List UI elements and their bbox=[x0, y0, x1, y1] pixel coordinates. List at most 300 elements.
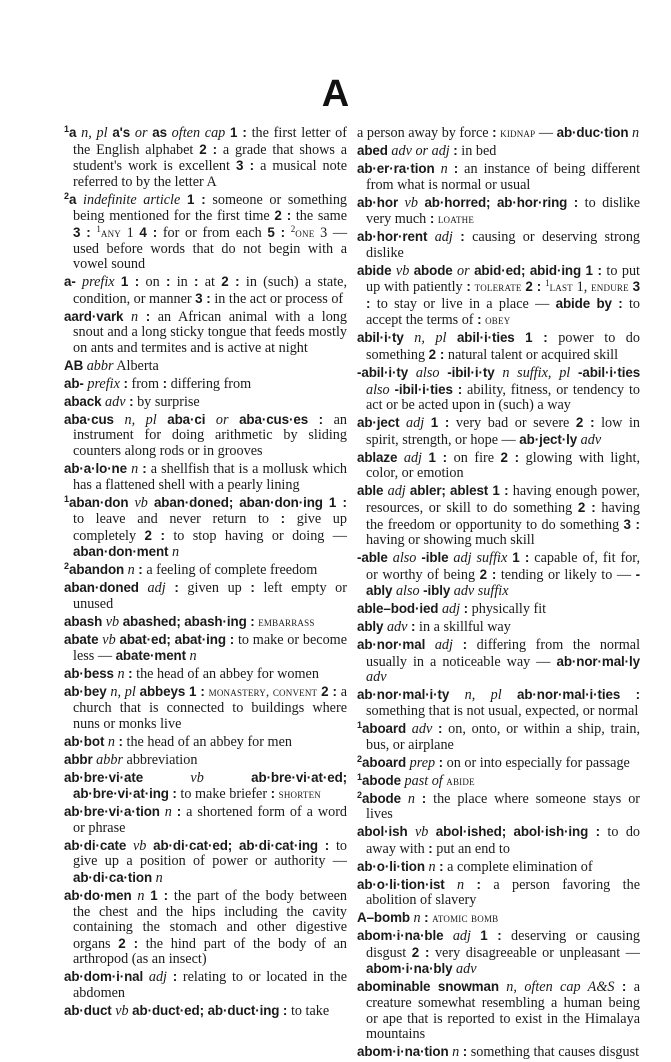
part-of-speech-label: n, often cap A&S bbox=[506, 979, 615, 996]
definition-text: in bed bbox=[457, 142, 497, 159]
headword: ab·nor·mal·ly bbox=[556, 653, 640, 669]
definition-text bbox=[425, 637, 435, 653]
dictionary-entry bbox=[357, 195, 640, 228]
headword: abode bbox=[362, 790, 401, 806]
headword: ab·nor·mal·i·ty bbox=[357, 687, 450, 703]
part-of-speech-label: adv suffix bbox=[453, 583, 509, 600]
part-of-speech-label: vb bbox=[132, 837, 147, 854]
part-of-speech-label: adv bbox=[366, 669, 387, 686]
definition-text: very disagreeable or unpleasant — bbox=[429, 944, 640, 961]
definition-text bbox=[428, 824, 435, 840]
definition-text: having or showing much skill bbox=[366, 532, 535, 549]
dictionary-entry bbox=[357, 877, 640, 909]
headword: abbr bbox=[64, 751, 93, 767]
dictionary-entry bbox=[357, 125, 640, 142]
sense-number: : bbox=[453, 160, 459, 176]
definition-text: to dislike very much bbox=[366, 194, 641, 228]
dictionary-entry bbox=[64, 838, 347, 887]
sense-number: 1 : bbox=[430, 415, 450, 431]
sense-number: : bbox=[324, 837, 330, 853]
sense-number: 2 : bbox=[525, 279, 542, 295]
part-of-speech-label: n, pl bbox=[464, 687, 502, 704]
dictionary-entry bbox=[357, 263, 640, 329]
sense-number: : bbox=[165, 274, 171, 290]
dictionary-entry bbox=[357, 928, 640, 978]
dictionary-entry bbox=[357, 824, 640, 857]
headword: aba·ci bbox=[167, 411, 206, 427]
sense-number: : bbox=[176, 804, 182, 820]
headword: abide by bbox=[555, 295, 612, 311]
definition-text: causing or deserving strong dislike bbox=[366, 229, 641, 261]
headword: as bbox=[152, 125, 167, 140]
part-of-speech-label: adv bbox=[411, 721, 433, 738]
cross-reference: loathe bbox=[437, 212, 475, 227]
headword: aboard bbox=[362, 754, 407, 770]
definition-text bbox=[138, 309, 146, 325]
definition-text: to leave and never return to bbox=[73, 511, 281, 528]
sense-number: : bbox=[421, 790, 427, 806]
definition-text bbox=[464, 877, 476, 893]
cross-reference: obey bbox=[485, 313, 511, 328]
homograph-number: 2 bbox=[357, 789, 363, 800]
definition-text: to make briefer bbox=[176, 786, 271, 803]
headword: abed bbox=[357, 142, 388, 158]
sense-number: : bbox=[194, 274, 199, 290]
headword: ab·do·men bbox=[64, 887, 132, 903]
sense-number: : bbox=[172, 786, 177, 802]
headword: -abil·i·ties bbox=[578, 365, 641, 381]
part-of-speech-label: vb bbox=[134, 494, 148, 511]
part-of-speech-label: n bbox=[127, 562, 135, 579]
part-of-speech-label: adj bbox=[434, 229, 453, 246]
definition-text bbox=[515, 330, 526, 346]
definition-text: physically fit bbox=[468, 601, 547, 618]
sense-number: : bbox=[128, 666, 133, 682]
part-of-speech-label: adj bbox=[387, 483, 406, 500]
part-of-speech-label: n bbox=[631, 125, 640, 141]
definition-text: on, onto, or within a ship, train, bus, or airplane bbox=[366, 721, 641, 753]
definition-text: in a skillful way bbox=[415, 619, 511, 636]
dictionary-entry bbox=[64, 376, 347, 393]
headword: abode bbox=[413, 262, 453, 278]
headword: -ibil·i·ties bbox=[394, 381, 453, 397]
part-of-speech-label: adv or adj bbox=[391, 142, 450, 159]
dictionary-entry bbox=[357, 910, 640, 927]
definition-text bbox=[114, 412, 125, 428]
headword: ab·o·li·tion·ist bbox=[357, 876, 445, 892]
cross-reference: atomic bomb bbox=[432, 911, 499, 926]
definition-text: having the freedom or opportunity to do something bbox=[366, 499, 640, 533]
headword: aban·don bbox=[69, 494, 129, 510]
homograph-number: 1 bbox=[64, 124, 70, 134]
sense-number: 1 : bbox=[328, 494, 348, 510]
part-of-speech-label: n bbox=[413, 910, 421, 927]
headword: ab·ject·ly bbox=[519, 431, 578, 447]
sense-number: : bbox=[172, 969, 178, 985]
headword: ab·duc·tion bbox=[556, 125, 629, 140]
headword: ab·a·lo·ne bbox=[64, 461, 127, 476]
part-of-speech-label: n bbox=[117, 666, 125, 683]
part-of-speech-label: n bbox=[164, 804, 172, 821]
sense-number: : bbox=[118, 733, 123, 749]
sense-number: : bbox=[174, 580, 179, 596]
sense-number: : bbox=[123, 375, 128, 391]
headword: -able bbox=[357, 550, 388, 566]
dictionary-entry bbox=[357, 601, 640, 618]
dictionary-entry bbox=[357, 330, 640, 363]
definition-text: the hind part of the body of an arthropod (as an insect) bbox=[73, 935, 347, 968]
sense-number: 2 : bbox=[479, 566, 497, 582]
part-of-speech-label: also bbox=[415, 365, 440, 382]
dictionary-entry bbox=[64, 888, 347, 968]
dictionary-entry bbox=[357, 365, 640, 414]
part-of-speech-label: n bbox=[107, 733, 115, 750]
definition-text: a grade that shows a student's work is excellent bbox=[73, 141, 347, 175]
sense-number: : bbox=[282, 1002, 288, 1018]
headword: aban·doned; aban·don·ing bbox=[153, 494, 323, 510]
definition-text bbox=[614, 979, 621, 995]
part-of-speech-label: vb bbox=[395, 262, 410, 279]
definition-text: differing from bbox=[167, 375, 252, 392]
cross-reference: one bbox=[295, 225, 315, 240]
cross-reference: last bbox=[549, 280, 573, 295]
part-of-speech-label: often cap bbox=[171, 125, 226, 141]
part-of-speech-label: adv bbox=[456, 961, 477, 978]
sense-number: 3 : bbox=[366, 279, 641, 311]
sense-number: : bbox=[439, 858, 444, 874]
definition-text: to make or become less — bbox=[73, 631, 348, 665]
part-of-speech-label: n bbox=[428, 858, 436, 875]
definition-text: on bbox=[139, 274, 166, 291]
definition-text bbox=[139, 580, 148, 596]
dictionary-entry bbox=[357, 483, 640, 548]
cross-reference: monastery, convent bbox=[208, 685, 318, 700]
part-of-speech-label: n, pl bbox=[110, 684, 136, 701]
definition-text: for or from each bbox=[157, 224, 268, 241]
definition-text: on fire bbox=[447, 449, 501, 466]
part-of-speech-label: adj suffix bbox=[453, 550, 508, 567]
part-of-speech-label: abbr bbox=[96, 751, 123, 768]
cross-reference: endure bbox=[591, 280, 629, 295]
dictionary-entry bbox=[64, 274, 347, 307]
sense-number: : bbox=[621, 979, 627, 995]
sense-number: 1 : bbox=[585, 262, 603, 278]
sense-number: 2 : bbox=[428, 347, 445, 363]
definition-text: an instance of being different from what is normal or usual bbox=[366, 160, 641, 193]
sense-number: 1 : bbox=[188, 684, 205, 700]
dictionary-column-left bbox=[64, 125, 347, 1021]
headword: a's bbox=[112, 125, 131, 140]
dictionary-entry bbox=[64, 614, 347, 631]
sense-number: : bbox=[138, 562, 143, 578]
cross-reference: shorten bbox=[278, 787, 322, 802]
dictionary-entry bbox=[357, 721, 640, 753]
headword: ab·di·cate bbox=[64, 837, 127, 853]
part-of-speech-label: adj bbox=[406, 415, 425, 432]
part-of-speech-label: n bbox=[131, 308, 139, 325]
sense-number: 2 : bbox=[221, 274, 240, 290]
dictionary-column-right bbox=[357, 125, 640, 1062]
sense-number: 1 : bbox=[186, 191, 206, 207]
homograph-number: 2 bbox=[357, 753, 363, 764]
part-of-speech-label: also bbox=[366, 381, 390, 398]
part-of-speech-label: vb bbox=[190, 769, 204, 786]
dictionary-entry bbox=[357, 687, 640, 719]
definition-text bbox=[427, 229, 434, 245]
headword: ab·horred; ab·hor·ring bbox=[424, 194, 568, 210]
part-of-speech-label: or bbox=[134, 125, 148, 141]
definition-text: put an end to bbox=[432, 840, 510, 857]
sense-number: 2 : bbox=[274, 208, 292, 224]
part-of-speech-label: adj bbox=[441, 601, 461, 618]
part-of-speech-label: prep bbox=[409, 754, 436, 771]
sense-number: : bbox=[142, 461, 147, 476]
definition-text bbox=[445, 877, 457, 893]
homograph-number: 1 bbox=[357, 720, 363, 731]
definition-text: an instrument for doing arithmetic by sliding counters along rods or in grooves bbox=[73, 411, 347, 460]
dictionary-entry bbox=[64, 632, 347, 665]
dictionary-entry bbox=[357, 859, 640, 876]
sense-number: : bbox=[492, 125, 497, 140]
sense-number: 1 : bbox=[512, 550, 530, 566]
part-of-speech-label: adv bbox=[580, 431, 602, 448]
headword: -ibil·i·ty bbox=[447, 365, 495, 381]
definition-text: glowing with light, color, or emotion bbox=[366, 449, 640, 482]
part-of-speech-label: adj bbox=[452, 928, 471, 945]
dictionary-entry bbox=[357, 637, 640, 686]
definition-text: 1, bbox=[572, 279, 592, 296]
headword: ab- bbox=[64, 375, 84, 391]
definition-text: to do away with bbox=[366, 824, 641, 857]
cross-reference: kidnap bbox=[500, 126, 536, 140]
part-of-speech-label: n, pl bbox=[414, 330, 447, 347]
part-of-speech-label: n bbox=[131, 461, 139, 477]
sense-number: : bbox=[280, 511, 286, 527]
sense-number: 1 : bbox=[230, 125, 247, 140]
definition-text bbox=[570, 365, 578, 381]
cross-reference: embarrass bbox=[258, 614, 315, 629]
dictionary-entry bbox=[64, 309, 347, 357]
dictionary-entry bbox=[64, 770, 347, 803]
headword: abashed; abash·ing bbox=[122, 613, 247, 629]
headword: abominable snowman bbox=[357, 979, 499, 995]
part-of-speech-label: adj bbox=[434, 637, 453, 654]
definition-text: tending or likely to — bbox=[496, 566, 636, 583]
sense-number: : bbox=[229, 631, 235, 647]
headword: ab·bey bbox=[64, 684, 107, 700]
definition-text: from bbox=[127, 375, 163, 392]
sense-number: : bbox=[618, 295, 623, 311]
headword: aboard bbox=[362, 721, 407, 737]
part-of-speech-label: n bbox=[171, 544, 180, 561]
definition-text: capable of, fit for, or worthy of being bbox=[366, 550, 641, 583]
definition-text bbox=[449, 687, 464, 703]
definition-text: to stay or live in a place — bbox=[370, 295, 556, 312]
definition-text: a musical note referred to by the letter A bbox=[73, 158, 347, 190]
dictionary-entry bbox=[357, 979, 640, 1042]
part-of-speech-label: n bbox=[457, 876, 465, 893]
definition-text bbox=[453, 637, 463, 653]
headword: ab·duct·ed; ab·duct·ing bbox=[132, 1002, 280, 1018]
definition-text bbox=[180, 192, 187, 208]
definition-text: power to do something bbox=[366, 330, 640, 364]
definition-text bbox=[620, 687, 635, 703]
dictionary-entry bbox=[64, 358, 347, 375]
headword: aban·doned bbox=[64, 580, 139, 596]
headword: abate bbox=[64, 631, 99, 647]
sense-number: : bbox=[318, 411, 324, 427]
sense-number: 5 : bbox=[267, 224, 286, 240]
dictionary-entry bbox=[64, 495, 347, 561]
definition-text bbox=[205, 412, 216, 428]
headword: abode bbox=[362, 772, 401, 788]
dictionary-entry bbox=[64, 734, 347, 751]
definition-text bbox=[308, 412, 319, 428]
part-of-speech-label: n, pl bbox=[81, 125, 108, 141]
sense-number: : bbox=[428, 840, 433, 856]
headword: a bbox=[69, 125, 77, 140]
part-of-speech-label: vb bbox=[414, 824, 429, 841]
definition-text: on or into especially for passage bbox=[443, 754, 630, 771]
sense-number: : bbox=[477, 312, 482, 328]
homograph-number: 1 bbox=[545, 278, 550, 289]
sense-number: : bbox=[595, 824, 601, 840]
sense-number: : bbox=[250, 613, 255, 629]
headword: abate·ment bbox=[115, 648, 186, 664]
definition-text bbox=[408, 824, 415, 840]
definition-text: at bbox=[198, 274, 222, 291]
part-of-speech-label: n suffix, pl bbox=[502, 365, 571, 382]
definition-text: having enough power, resources, or skill to do something bbox=[366, 483, 640, 516]
sense-number: : bbox=[424, 910, 429, 926]
headword: aba·cus bbox=[64, 411, 114, 427]
part-of-speech-label: adj bbox=[148, 969, 167, 986]
headword: A–bomb bbox=[357, 910, 410, 926]
sense-number: : bbox=[453, 142, 458, 158]
definition-text: ability, fitness, or tendency to act or be acted upon in (such) a way bbox=[366, 381, 640, 414]
sense-number: : bbox=[457, 381, 463, 397]
headword: ab·o·li·tion bbox=[357, 858, 425, 874]
sense-number: : bbox=[462, 637, 468, 653]
headword: ably bbox=[357, 619, 384, 635]
sense-number: : bbox=[466, 279, 471, 295]
definition-text: low in spirit, strength, or hope — bbox=[366, 415, 640, 448]
sense-number: 2 : bbox=[321, 684, 337, 700]
headword: aba·cus·es bbox=[239, 411, 309, 427]
letter-section-heading: A bbox=[321, 73, 350, 115]
definition-text bbox=[318, 838, 325, 854]
definition-text: the same bbox=[291, 208, 348, 225]
part-of-speech-label: also bbox=[395, 583, 420, 600]
headword: abom·i·na·tion bbox=[357, 1044, 449, 1060]
dictionary-entry bbox=[357, 791, 640, 823]
definition-text bbox=[204, 770, 251, 786]
definition-text: an African animal with a long snout and a long sticky tongue that feeds mostly on ants and termites and is active at night bbox=[73, 308, 347, 356]
sense-number: 2 : bbox=[575, 415, 595, 431]
sense-number: : bbox=[129, 393, 134, 409]
definition-text: a creature somewhat resembling a human being or ape that is reported to exist in the Himalaya mountains bbox=[366, 979, 640, 1043]
headword: abash bbox=[64, 613, 103, 629]
definition-text: deserving or causing disgust bbox=[366, 928, 640, 961]
definition-text bbox=[471, 928, 480, 944]
part-of-speech-label: adj bbox=[147, 580, 166, 597]
part-of-speech-label: n bbox=[189, 648, 197, 665]
sense-number: 2 : bbox=[577, 499, 596, 515]
headword: -ably bbox=[366, 566, 640, 599]
homograph-number: 2 bbox=[64, 190, 70, 201]
sense-number: : bbox=[635, 687, 641, 703]
headword: abol·ish bbox=[357, 824, 408, 840]
sense-number: 3 : bbox=[73, 224, 91, 240]
headword: ab·nor·mal bbox=[357, 637, 426, 653]
definition-text: in (such) a state, condition, or manner bbox=[73, 274, 348, 307]
headword: ablaze bbox=[357, 449, 398, 465]
definition-text bbox=[126, 838, 133, 854]
sense-number: : bbox=[145, 308, 151, 324]
dictionary-entry bbox=[64, 461, 347, 493]
definition-text: a person favoring the abolition of slavery bbox=[366, 876, 640, 909]
headword: ab·bre·vi·at·ed; ab·bre·vi·at·ing bbox=[73, 769, 348, 802]
part-of-speech-label: n bbox=[440, 160, 448, 177]
definition-text: 1 bbox=[121, 224, 140, 241]
headword: ab·er·ra·tion bbox=[357, 160, 435, 176]
definition-text: to stop having or doing — bbox=[164, 527, 347, 544]
headword: ab·bot bbox=[64, 733, 105, 749]
definition-text bbox=[157, 412, 168, 428]
sense-number: : bbox=[462, 1044, 468, 1060]
part-of-speech-label: adv bbox=[386, 619, 408, 636]
sense-number: : bbox=[270, 786, 276, 802]
part-of-speech-label: vb bbox=[102, 631, 116, 648]
part-of-speech-label: or bbox=[457, 262, 470, 279]
definition-text: to take bbox=[287, 1002, 330, 1019]
headword: ab·bre·vi·ate bbox=[64, 769, 144, 785]
sense-number: 4 : bbox=[139, 224, 158, 240]
headword: ab·nor·mal·i·ties bbox=[517, 687, 621, 703]
sense-number: 1 : bbox=[480, 928, 502, 944]
definition-text bbox=[446, 330, 457, 346]
headword: aban·don·ment bbox=[73, 544, 169, 560]
headword: a- bbox=[64, 274, 76, 290]
definition-text: a feeling of complete freedom bbox=[142, 562, 318, 579]
definition-text: differing from the normal usually in a noticeable way — bbox=[366, 637, 641, 670]
definition-text: to put up with patiently bbox=[366, 262, 640, 296]
definition-text bbox=[444, 928, 453, 944]
headword: a bbox=[69, 191, 77, 207]
sense-number: : bbox=[438, 721, 443, 737]
headword: abom·i·na·bly bbox=[366, 961, 453, 977]
headword: ab·di·ca·tion bbox=[73, 869, 153, 885]
dictionary-entry bbox=[64, 125, 347, 190]
definition-text: a person away by force bbox=[357, 125, 493, 141]
part-of-speech-label: past of bbox=[404, 772, 443, 789]
headword: ab·dom·i·nal bbox=[64, 969, 144, 985]
dictionary-entry bbox=[64, 580, 347, 612]
dictionary-entry bbox=[357, 1044, 640, 1061]
definition-text: in bbox=[170, 274, 194, 291]
dictionary-entry bbox=[64, 1003, 347, 1020]
definition-text: a shortened form of a word or phrase bbox=[73, 804, 348, 836]
headword: abbeys bbox=[139, 684, 186, 700]
part-of-speech-label: indefinite article bbox=[83, 191, 181, 208]
definition-text: a shellfish that is a mollusk which has a flattened shell with a pearly lining bbox=[73, 461, 348, 493]
part-of-speech-label: adj bbox=[403, 449, 422, 466]
headword: ab·di·cat·ed; ab·di·cat·ing bbox=[153, 837, 319, 853]
homograph-number: 1 bbox=[96, 223, 101, 234]
definition-text: the place where someone stays or lives bbox=[366, 790, 641, 823]
definition-text: very bad or severe bbox=[449, 415, 576, 432]
headword: able bbox=[357, 483, 384, 499]
